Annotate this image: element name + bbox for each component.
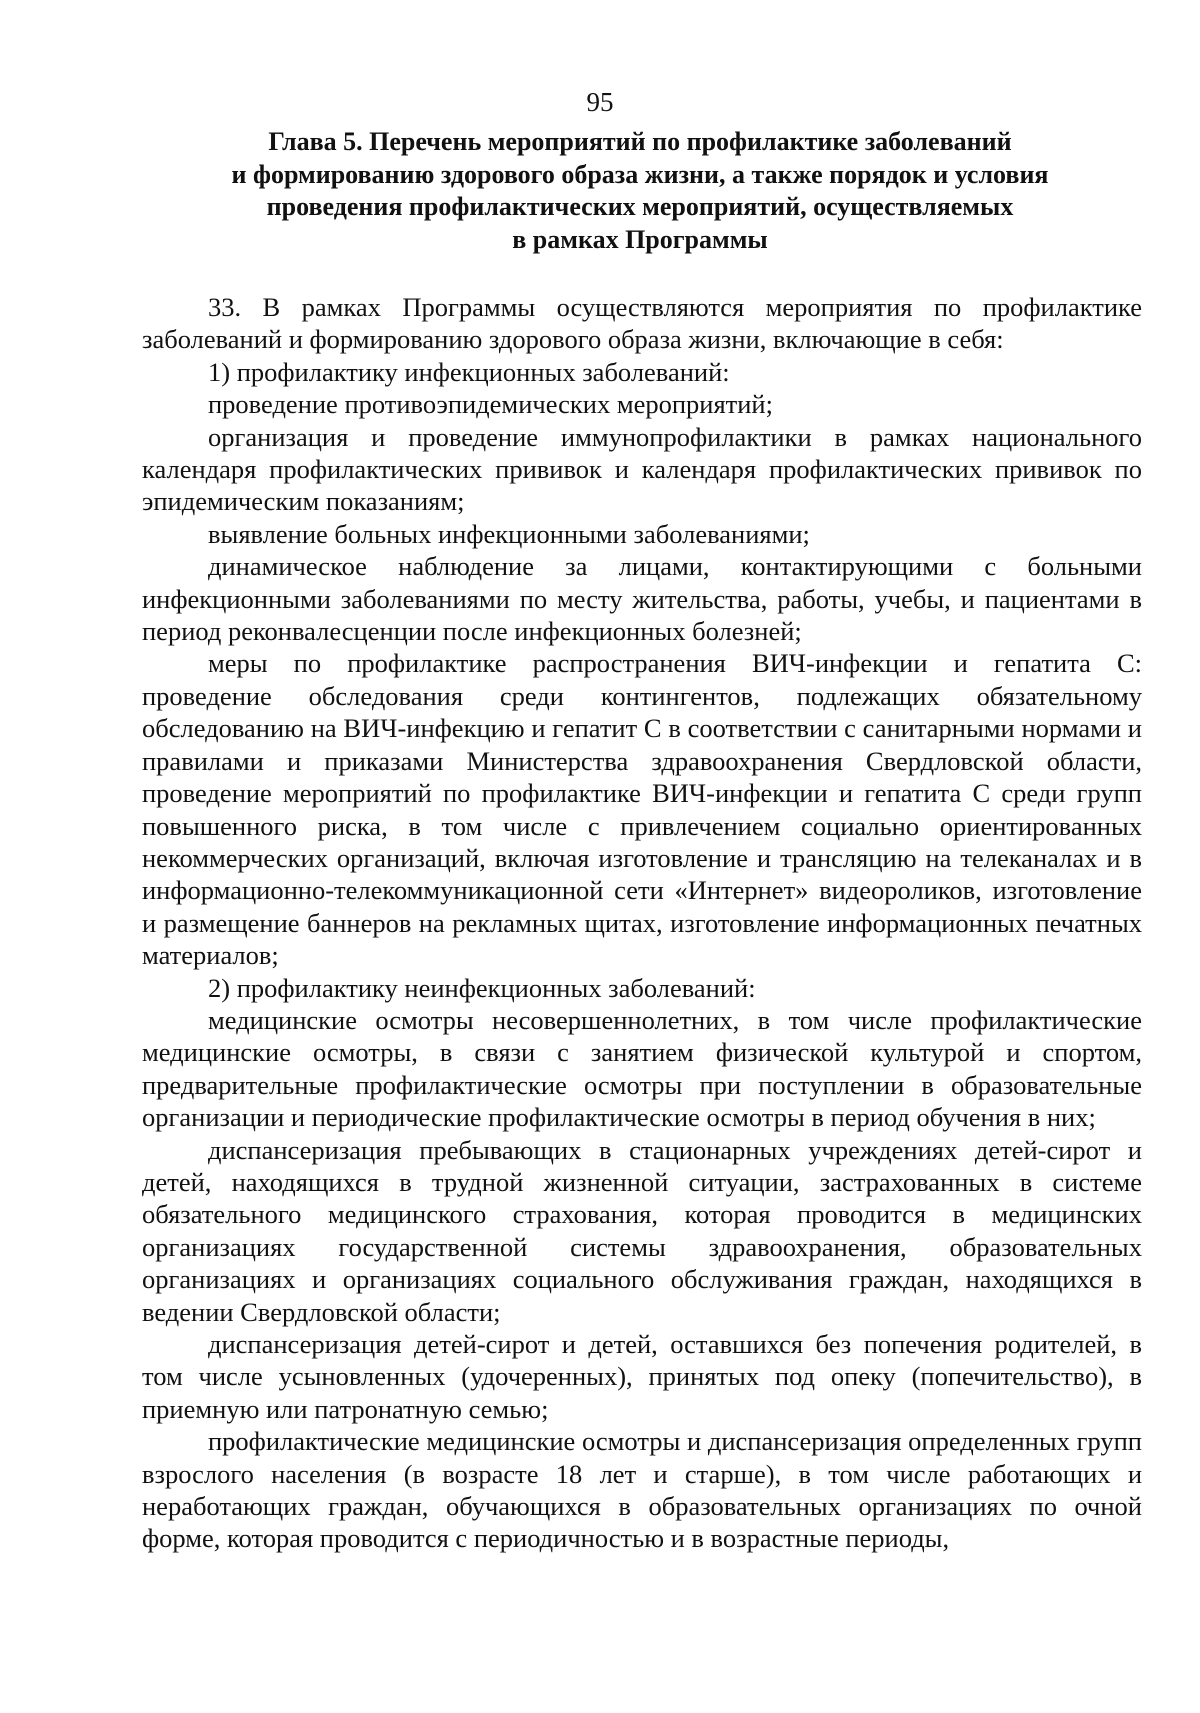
paragraph-orphans-families: диспансеризация детей-сирот и детей, оставшихся без попечения родителей, в том числе усыновленных (удочеренных), принятых под опеку (попечительство), в приемную или патронатную семью; (142, 1329, 1142, 1424)
paragraph-adult-checkups: профилактические медицинские осмотры и диспансеризация определенных групп взрослого населения (в возрасте 18 лет и старше), в том числе работающих и неработающих граждан, обучающихся в образовательных организациях по очной форме, которая проводится с периодичностью и в возрастные периоды, (142, 1426, 1142, 1554)
paragraph-orphans-institutions: диспансеризация пребывающих в стационарных учреждениях детей-сирот и детей, находящихся в трудной жизненной ситуации, застрахованных в системе обязательного медицинского страхования, которая проводится в медицинских организациях государственной системы здравоохранения, образовательных организациях и организациях социального обслуживания граждан, находящихся в ведении Свердловской области; (142, 1134, 1142, 1327)
paragraph-33-intro: 33. В рамках Программы осуществляются мероприятия по профилактике заболеваний и формированию здорового образа жизни, включающие в себя: (142, 292, 1142, 355)
chapter-title (160, 126, 1120, 256)
paragraph-detection: выявление больных инфекционными заболеваниями; (208, 518, 810, 549)
paragraph-hiv-hepatitis: меры по профилактике распространения ВИЧ-инфекции и гепатита С: проведение обследования среди контингентов, подлежащих обязательному обследованию на ВИЧ-инфекцию и гепатит С в соответствии с санитарными нормами и правилами и приказами Министерства здравоохранения Свердловской области, проведение мероприятий по профилактике ВИЧ-инфекции и гепатита С среди групп повышенного риска, в том числе с привлечением социально ориентированных некоммерческих организаций, включая изготовление и трансляцию на телеканалах и в информационно-телекоммуникационной сети «Интернет» видеороликов, изготовление и размещение баннеров на рекламных щитах, изготовление информационных печатных материалов; (142, 648, 1142, 971)
paragraph-minor-checkups: медицинские осмотры несовершеннолетних, в том числе профилактические медицинские осмотры, в связи с занятием физической культурой и спортом, предварительные профилактические осмотры при поступлении в образовательные организации и периодические профилактические осмотры в период обучения в них; (142, 1004, 1142, 1133)
paragraph-infectious-heading: 1) профилактику инфекционных заболеваний: (208, 356, 730, 387)
chapter-title-line: Глава 5. Перечень мероприятий по профилактике заболеваний (268, 127, 1012, 156)
chapter-title-line: проведения профилактических мероприятий, осуществляемых (266, 192, 1014, 221)
chapter-title-line: и формированию здорового образа жизни, а также порядок и условия (231, 159, 1049, 189)
paragraph-immunoprophylaxis: организация и проведение иммунопрофилактики в рамках национального календаря профилактических прививок и календаря профилактических прививок по эпидемическим показаниям; (142, 421, 1142, 517)
chapter-title-line: в рамках Программы (512, 224, 768, 254)
paragraph-dynamic-observation: динамическое наблюдение за лицами, контактирующими с больными инфекционными заболеваниями по месту жительства, работы, учебы, и пациентами в период реконвалесценции после инфекционных болезней; (142, 551, 1142, 647)
body-text (142, 291, 1142, 1555)
page-number: 95 (586, 87, 614, 117)
paragraph-antiepidemic: проведение противоэпидемических мероприятий; (208, 389, 773, 420)
paragraph-noninfectious-heading: 2) профилактику неинфекционных заболеваний: (208, 972, 756, 1003)
